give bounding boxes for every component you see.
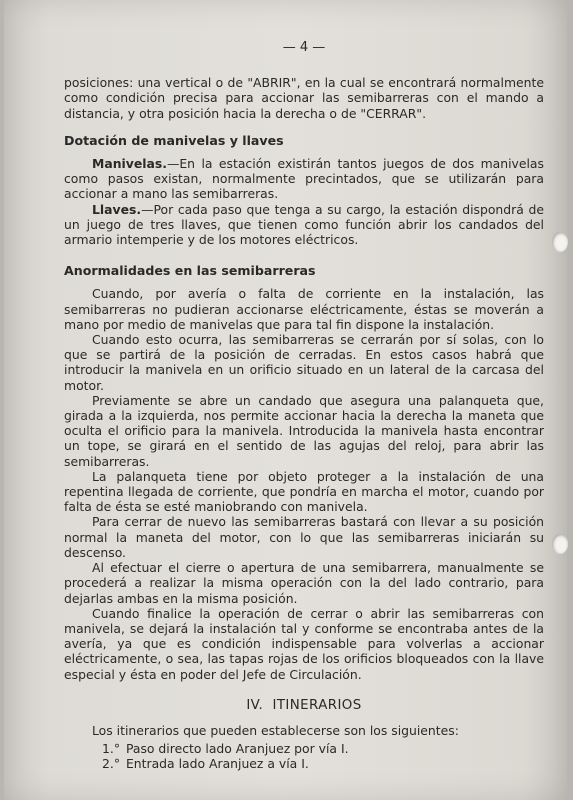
paragraph-anormalidades-2: Cuando esto ocurra, las semibarreras se cerrarán por sí solas, con lo que se partirá de la posición de cerradas. En estos casos habrá que introducir la manivela en un orificio situado en un lateral de la carcasa del motor. (64, 332, 544, 393)
paragraph-anormalidades-4: La palanqueta tiene por objeto proteger a la instalación de una repentina llegada de corriente, que pondría en marcha el motor, cuando por falta de ésta se esté maniobrando con manivela. (64, 468, 544, 515)
lead-llaves: Llaves. (92, 201, 142, 217)
heading-dotacion: Dotación de manivelas y llaves (64, 132, 284, 148)
binder-hole-top (552, 232, 568, 252)
binder-hole-bottom (552, 534, 568, 554)
itinerarios-list (64, 741, 544, 771)
text-manivelas: —En la estación existirán tantos juegos de dos manivelas como pasos existan, normalmente precintados, que se utilizarán para accionar a mano las semibarreras. (64, 156, 544, 202)
list-item-text: Entrada lado Aranjuez a vía I. (125, 756, 309, 772)
paragraph-anormalidades-1: Cuando, por avería o falta de corriente en la instalación, las semibarreras no pudieran accionarse eléctricamente, éstas se moverán a mano por medio de manivelas que para tal fin dispone la instalación. (64, 286, 544, 332)
section-title-itinerarios: IV. ITINERARIOS (246, 697, 362, 713)
list-item-number: 1.° (102, 741, 121, 757)
list-item-text: Paso directo lado Aranjuez por vía I. (125, 741, 349, 757)
list-item-number: 2.° (102, 756, 121, 772)
page-content (64, 40, 544, 772)
paragraph-llaves (64, 202, 544, 248)
lead-manivelas: Manivelas. (92, 156, 167, 172)
list-item (102, 741, 544, 756)
paragraph-anormalidades-7: Cuando finalice la operación de cerrar o abrir las semibarreras con manivela, se dejará la instalación tal y conforme se encontraba antes de la avería, ya que es condición indispensable para volverlas a accionar eléctricamente, o sea, las tapas rojas de los orificios bloqueados con la llave especial y ésta en poder del Jefe de Circulación. (64, 605, 544, 682)
text-llaves: —Por cada paso que tenga a su cargo, la estación dispondrá de un juego de tres llaves, que tienen como función abrir los candados del armario intemperie y de los motores eléctricos. (64, 201, 544, 248)
intro-paragraph: posiciones: una vertical o de "ABRIR", en la cual se encontrará normalmente como condición precisa para accionar las semibarreras con el mando a distancia, y otra posición hacia la derecha o de "CERRAR". (64, 75, 544, 121)
paragraph-anormalidades-5: Para cerrar de nuevo las semibarreras bastará con llevar a su posición normal la maneta del motor, con lo que las semibarreras iniciarán su descenso. (64, 514, 544, 560)
paragraph-manivelas (64, 156, 544, 202)
document-page (4, 0, 567, 800)
paragraph-anormalidades-3: Previamente se abre un candado que asegura una palanqueta que, girada a la izquierda, nos permite accionar hacia la derecha la maneta que oculta el orificio para la manivela. Introducida la manivela hasta encontrar un tope, se girará en el sentido de las agujas del reloj, para abrir las semibarreras. (64, 392, 544, 469)
heading-anormalidades: Anormalidades en las semibarreras (64, 263, 316, 279)
itinerarios-intro: Los itinerarios que pueden establecerse son los siguientes: (92, 722, 459, 738)
list-item (102, 756, 544, 771)
page-number: — 4 — (282, 40, 326, 55)
paragraph-anormalidades-6: Al efectuar el cierre o apertura de una semibarrera, manualmente se procederá a realizar la misma operación con la del lado contrario, para dejarlas ambas en la misma posición. (64, 560, 544, 606)
